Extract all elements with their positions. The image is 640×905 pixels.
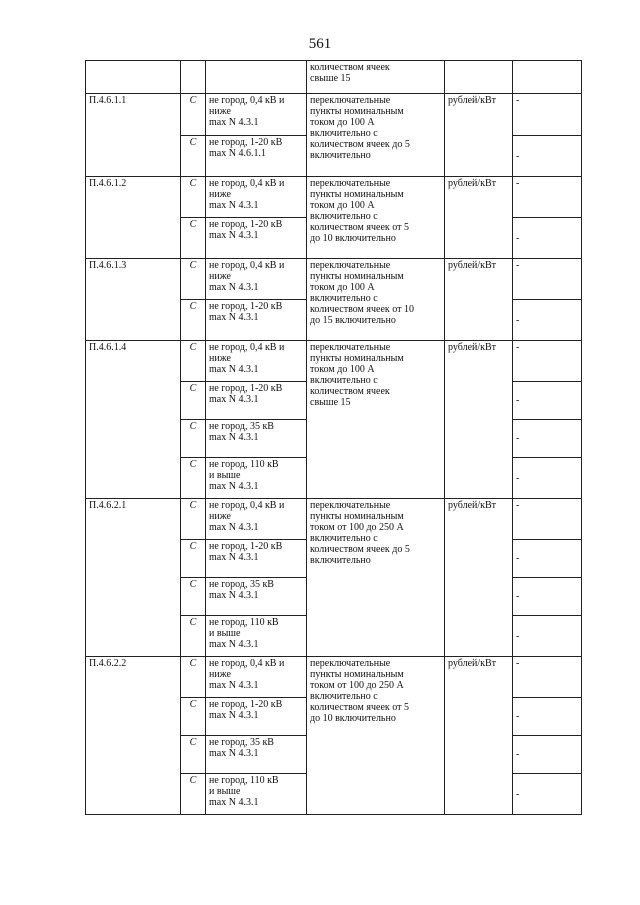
table-row (86, 499, 582, 540)
voltage-line: max N 4.3.1 (209, 710, 259, 721)
table-row (86, 341, 582, 382)
voltage-line: не город, 35 кВ (209, 737, 274, 748)
unit-cell: рублей/кВт (445, 341, 513, 499)
voltage-cell (206, 218, 307, 259)
value-cell: - (513, 540, 582, 578)
description-line: количеством ячеек от 5 (310, 222, 409, 233)
category-cell (181, 61, 206, 94)
voltage-line: не город, 0,4 кВ и (209, 500, 285, 511)
value-cell: - (513, 657, 582, 698)
description-cell (307, 61, 445, 94)
voltage-line: ниже (209, 669, 231, 680)
description-line: включительно с (310, 691, 378, 702)
description-line: током до 100 А (310, 282, 375, 293)
voltage-line: max N 4.3.1 (209, 230, 259, 241)
unit-cell: рублей/кВт (445, 259, 513, 341)
value-cell: - (513, 177, 582, 218)
voltage-cell (206, 657, 307, 698)
voltage-cell (206, 540, 307, 578)
voltage-line: и выше (209, 470, 241, 481)
category-cell: С (181, 774, 206, 815)
voltage-line: max N 4.6.1.1 (209, 148, 266, 159)
code-cell: П.4.6.1.1 (86, 94, 181, 177)
voltage-cell (206, 736, 307, 774)
voltage-line: не город, 0,4 кВ и (209, 260, 285, 271)
code-cell: П.4.6.1.4 (86, 341, 181, 499)
voltage-line: max N 4.3.1 (209, 312, 259, 323)
table-row-continuation (86, 61, 582, 94)
description-line: включительно с (310, 375, 378, 386)
category-cell: С (181, 540, 206, 578)
category-cell: С (181, 578, 206, 616)
value-cell: - (513, 420, 582, 458)
description-line: пункты номинальным (310, 189, 404, 200)
description-line: количеством ячеек (310, 386, 390, 397)
value-cell: - (513, 94, 582, 136)
voltage-cell (206, 774, 307, 815)
voltage-line: max N 4.3.1 (209, 282, 259, 293)
unit-cell: рублей/кВт (445, 499, 513, 657)
code-cell: П.4.6.1.3 (86, 259, 181, 341)
description-line: до 10 включительно (310, 713, 396, 724)
voltage-line: не город, 1-20 кВ (209, 137, 283, 148)
description-line: переключательные (310, 342, 391, 353)
description-line: свыше 15 (310, 397, 351, 408)
value-cell: - (513, 698, 582, 736)
unit-cell (445, 61, 513, 94)
table-row (86, 657, 582, 698)
description-cell (307, 657, 445, 815)
voltage-line: max N 4.3.1 (209, 117, 259, 128)
value-cell: - (513, 578, 582, 616)
category-cell: С (181, 736, 206, 774)
voltage-line: max N 4.3.1 (209, 552, 259, 563)
voltage-line: max N 4.3.1 (209, 200, 259, 211)
voltage-cell (206, 420, 307, 458)
category-cell: С (181, 94, 206, 136)
voltage-cell (206, 382, 307, 420)
description-line: свыше 15 (310, 73, 351, 84)
voltage-cell (206, 300, 307, 341)
description-line: включительно (310, 555, 371, 566)
voltage-line: не город, 35 кВ (209, 579, 274, 590)
description-line: пункты номинальным (310, 669, 404, 680)
voltage-cell (206, 578, 307, 616)
description-line: переключательные (310, 260, 391, 271)
voltage-line: не город, 0,4 кВ и (209, 658, 285, 669)
voltage-cell (206, 61, 307, 94)
description-cell (307, 94, 445, 177)
unit-cell: рублей/кВт (445, 177, 513, 259)
category-cell: С (181, 382, 206, 420)
voltage-cell (206, 499, 307, 540)
value-cell: - (513, 382, 582, 420)
value-cell: - (513, 736, 582, 774)
description-cell (307, 177, 445, 259)
category-cell: С (181, 616, 206, 657)
value-cell: - (513, 300, 582, 341)
category-cell: С (181, 177, 206, 218)
description-line: количеством ячеек (310, 62, 390, 73)
table-row (86, 259, 582, 300)
voltage-line: max N 4.3.1 (209, 680, 259, 691)
value-cell: - (513, 259, 582, 300)
voltage-line: не город, 1-20 кВ (209, 699, 283, 710)
voltage-line: не город, 1-20 кВ (209, 541, 283, 552)
voltage-cell (206, 698, 307, 736)
voltage-line: max N 4.3.1 (209, 481, 259, 492)
voltage-cell (206, 616, 307, 657)
code-cell: П.4.6.1.2 (86, 177, 181, 259)
unit-cell: рублей/кВт (445, 657, 513, 815)
description-line: током до 100 А (310, 200, 375, 211)
voltage-line: не город, 0,4 кВ и (209, 95, 285, 106)
description-line: до 15 включительно (310, 315, 396, 326)
voltage-line: не город, 110 кВ (209, 775, 279, 786)
code-cell (86, 61, 181, 94)
voltage-line: не город, 110 кВ (209, 617, 279, 628)
value-cell: - (513, 218, 582, 259)
description-line: пункты номинальным (310, 271, 404, 282)
category-cell: С (181, 136, 206, 177)
value-cell: - (513, 774, 582, 815)
value-cell (513, 61, 582, 94)
description-line: включительно с (310, 293, 378, 304)
voltage-cell (206, 458, 307, 499)
voltage-cell (206, 136, 307, 177)
value-cell: - (513, 616, 582, 657)
table-row (86, 94, 582, 136)
category-cell: С (181, 420, 206, 458)
voltage-cell (206, 177, 307, 218)
voltage-line: max N 4.3.1 (209, 522, 259, 533)
category-cell: С (181, 698, 206, 736)
voltage-cell (206, 259, 307, 300)
page-number: 561 (308, 36, 332, 52)
description-line: включительно с (310, 533, 378, 544)
code-cell: П.4.6.2.1 (86, 499, 181, 657)
unit-cell: рублей/кВт (445, 94, 513, 177)
category-cell: С (181, 259, 206, 300)
description-line: током до 100 А (310, 364, 375, 375)
voltage-line: ниже (209, 106, 231, 117)
category-cell: С (181, 499, 206, 540)
voltage-cell (206, 94, 307, 136)
voltage-line: max N 4.3.1 (209, 748, 259, 759)
voltage-line: ниже (209, 511, 231, 522)
voltage-line: не город, 1-20 кВ (209, 219, 283, 230)
description-cell (307, 259, 445, 341)
description-line: до 10 включительно (310, 233, 396, 244)
category-cell: С (181, 218, 206, 259)
description-line: количеством ячеек до 5 (310, 544, 410, 555)
value-cell: - (513, 136, 582, 177)
voltage-line: не город, 35 кВ (209, 421, 274, 432)
table-row (86, 177, 582, 218)
voltage-line: max N 4.3.1 (209, 394, 259, 405)
voltage-line: не город, 110 кВ (209, 459, 279, 470)
description-line: включительно с (310, 128, 378, 139)
value-cell: - (513, 499, 582, 540)
voltage-line: max N 4.3.1 (209, 364, 259, 375)
voltage-line: не город, 1-20 кВ (209, 383, 283, 394)
voltage-line: ниже (209, 271, 231, 282)
description-cell (307, 499, 445, 657)
voltage-line: max N 4.3.1 (209, 432, 259, 443)
description-line: током от 100 до 250 А (310, 680, 404, 691)
description-line: включительно (310, 150, 371, 161)
description-line: пункты номинальным (310, 353, 404, 364)
tariff-table (85, 60, 582, 815)
voltage-line: не город, 1-20 кВ (209, 301, 283, 312)
description-line: переключательные (310, 658, 391, 669)
description-line: включительно с (310, 211, 378, 222)
description-line: пункты номинальным (310, 511, 404, 522)
code-cell: П.4.6.2.2 (86, 657, 181, 815)
voltage-line: не город, 0,4 кВ и (209, 342, 285, 353)
tariff-table-body (86, 61, 582, 815)
voltage-cell (206, 341, 307, 382)
description-line: количеством ячеек до 5 (310, 139, 410, 150)
description-line: переключательные (310, 95, 391, 106)
description-line: током от 100 до 250 А (310, 522, 404, 533)
voltage-line: max N 4.3.1 (209, 797, 259, 808)
description-line: пункты номинальным (310, 106, 404, 117)
voltage-line: и выше (209, 628, 241, 639)
description-line: количеством ячеек от 5 (310, 702, 409, 713)
voltage-line: max N 4.3.1 (209, 590, 259, 601)
value-cell: - (513, 458, 582, 499)
voltage-line: и выше (209, 786, 241, 797)
category-cell: С (181, 300, 206, 341)
description-line: током до 100 А (310, 117, 375, 128)
category-cell: С (181, 341, 206, 382)
voltage-line: не город, 0,4 кВ и (209, 178, 285, 189)
description-line: количеством ячеек от 10 (310, 304, 414, 315)
category-cell: С (181, 657, 206, 698)
description-cell (307, 341, 445, 499)
voltage-line: ниже (209, 353, 231, 364)
category-cell: С (181, 458, 206, 499)
value-cell: - (513, 341, 582, 382)
description-line: переключательные (310, 500, 391, 511)
description-line: переключательные (310, 178, 391, 189)
voltage-line: max N 4.3.1 (209, 639, 259, 650)
voltage-line: ниже (209, 189, 231, 200)
